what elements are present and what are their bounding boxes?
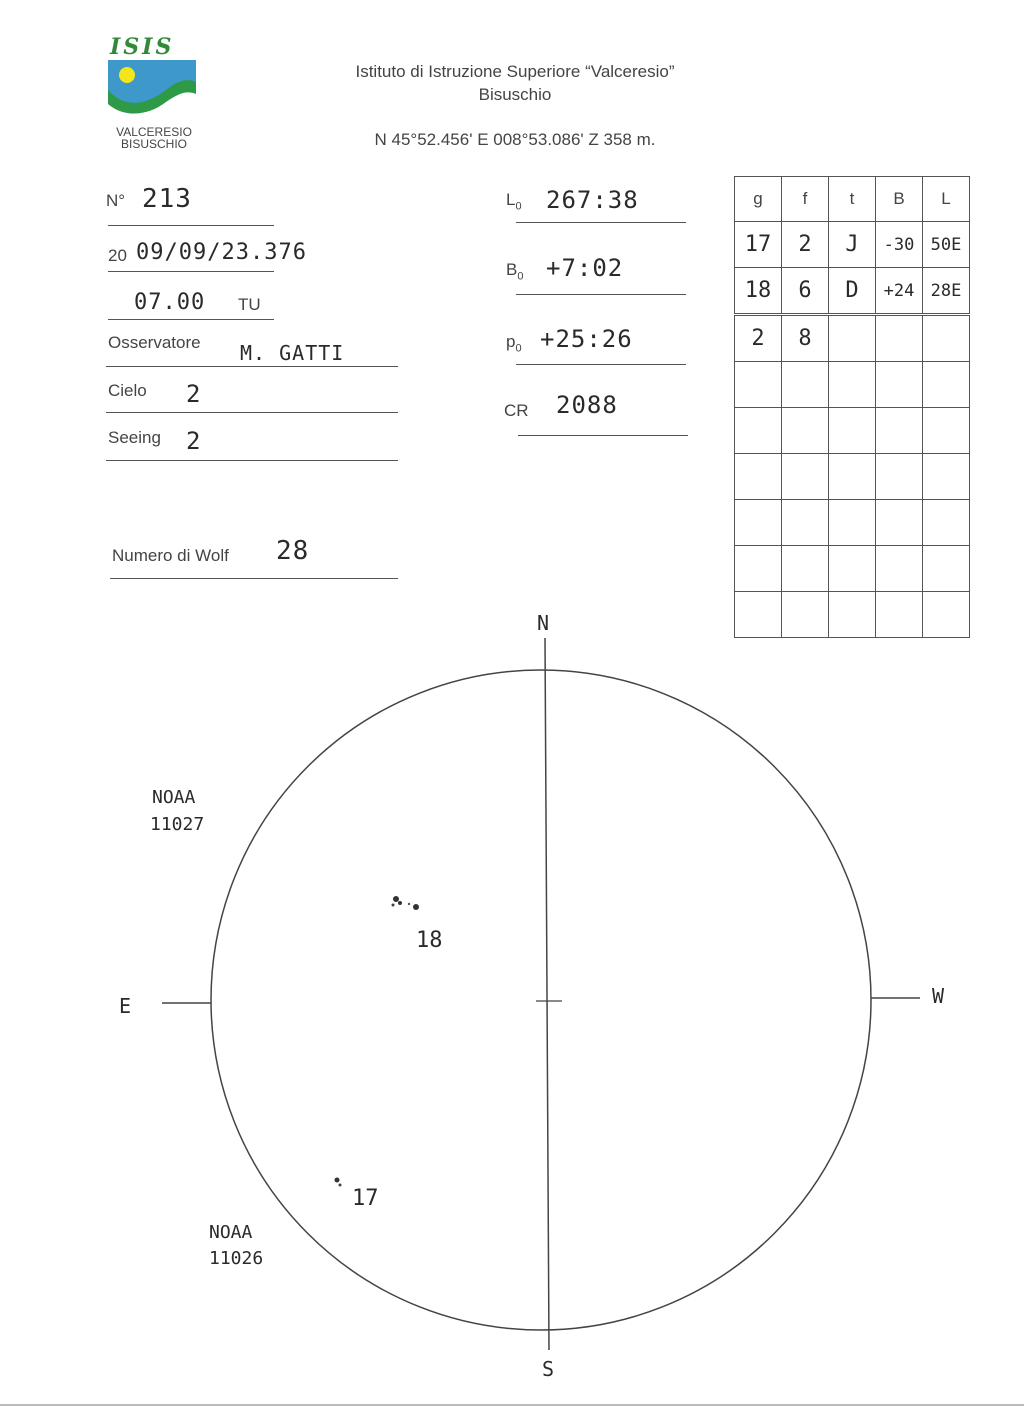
noaa-11026-label-line2: 11026 (209, 1248, 264, 1269)
logo-caption-line1: VALCERESIO (116, 125, 192, 139)
institute-town: Bisuschio (478, 85, 552, 104)
p0-value: +25:26 (540, 325, 633, 353)
observatory-coordinates: N 45°52.456' E 008°53.086' Z 358 m. (374, 130, 656, 149)
west-label: W (932, 984, 945, 1008)
table-cell: D (829, 268, 876, 315)
l0-value: 267:38 (546, 186, 639, 214)
table-header-cell: t (829, 177, 876, 222)
sky-value: 2 (186, 380, 202, 408)
institute-name: Istituto di Istruzione Superiore “Valceresio” (355, 62, 675, 81)
table-cell: +24 (876, 268, 923, 315)
wolf-value: 28 (276, 536, 310, 566)
seeing-value: 2 (186, 427, 202, 455)
sky-label: Cielo (108, 381, 147, 400)
north-south-axis (545, 638, 549, 1350)
table-header-cell: L (923, 177, 970, 222)
cr-value: 2088 (556, 391, 618, 419)
table-total-cell: 2 (735, 315, 782, 362)
table-cell: 18 (735, 268, 782, 315)
table-cell: 17 (735, 222, 782, 268)
north-label: N (537, 611, 550, 635)
solar-disk-outline (211, 670, 871, 1330)
table-header-cell: f (782, 177, 829, 222)
number-value: 213 (142, 184, 192, 214)
observer-value: M. GATTI (240, 341, 345, 365)
b0-value: +7:02 (546, 254, 624, 282)
table-cell: -30 (876, 222, 923, 268)
seeing-label: Seeing (108, 428, 161, 447)
group-18-label: 18 (416, 928, 443, 953)
table-cell: 28E (923, 268, 970, 315)
table-header-cell: g (735, 177, 782, 222)
east-label: E (119, 994, 132, 1018)
table-cell: 2 (782, 222, 829, 268)
b0-label: $B_0$ (506, 260, 524, 283)
table-header-cell: B (876, 177, 923, 222)
l0-label: $L_0$ (506, 190, 522, 213)
south-label: S (542, 1357, 555, 1381)
logo-wordmark: ISIS (110, 34, 175, 60)
wolf-label: Numero di Wolf (112, 546, 229, 565)
group-17-label: 17 (352, 1186, 379, 1211)
observer-label: Osservatore (108, 333, 201, 352)
date-value: 09/09/23.376 (136, 240, 307, 265)
number-label: N° (106, 191, 126, 210)
date-prefix: 20 (108, 246, 127, 265)
noaa-11027-label-line1: NOAA (152, 787, 196, 808)
noaa-11027-label-line2: 11027 (150, 814, 205, 835)
sunspot-group-17 (335, 1178, 342, 1187)
cr-label: CR (504, 401, 529, 420)
table-cell: J (829, 222, 876, 268)
time-unit: TU (238, 295, 261, 314)
table-total-cell: 8 (782, 315, 829, 362)
noaa-11026-label-line1: NOAA (209, 1222, 253, 1243)
time-value: 07.00 (134, 290, 206, 315)
table-cell: 6 (782, 268, 829, 315)
logo-caption-line2: BISUSCHIO (120, 137, 187, 151)
p0-label: $p_0$ (506, 332, 522, 355)
sunspot-group-18 (392, 896, 420, 910)
table-cell: 50E (923, 222, 970, 268)
